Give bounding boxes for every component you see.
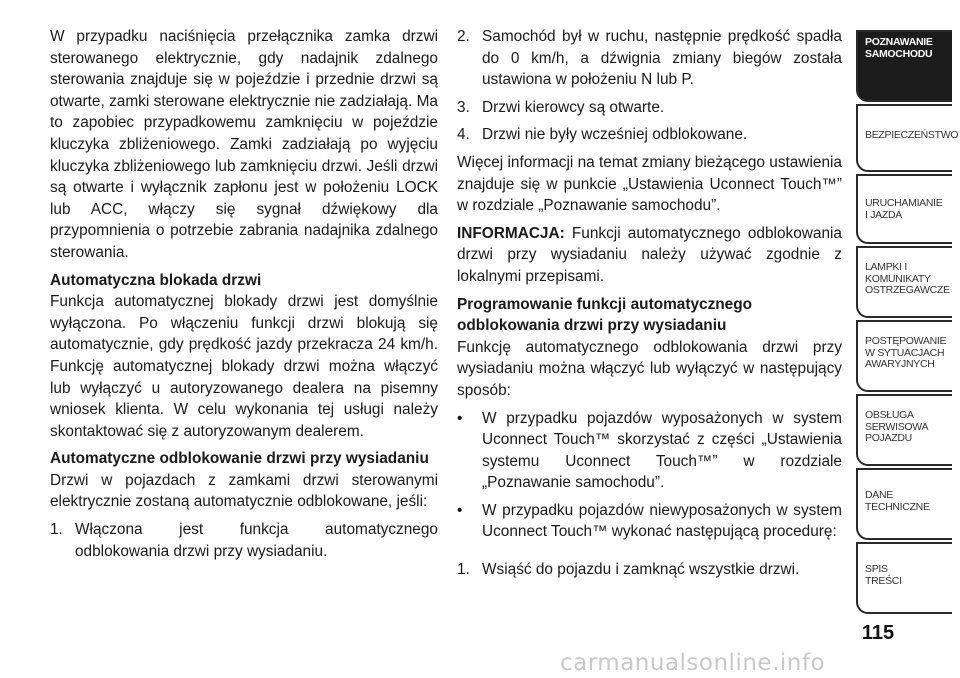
right-column <box>457 26 842 587</box>
tab-poznawanie-samochodu[interactable] <box>856 30 952 102</box>
tab-label: SPIS TREŚCI <box>865 563 902 587</box>
bullet-mark: • <box>457 409 463 427</box>
tab-postepowanie-awaryjne[interactable] <box>856 320 952 392</box>
bullet-mark: • <box>457 501 463 519</box>
tab-label: POSTĘPOWANIE W SYTUACJACH AWARYJNYCH <box>865 335 947 371</box>
list-item <box>457 97 842 119</box>
tab-dane-techniczne[interactable] <box>856 468 952 540</box>
list-number: 2. <box>457 28 470 45</box>
list-number: 1. <box>50 521 63 539</box>
tab-uruchamianie-i-jazda[interactable] <box>856 174 952 244</box>
list-text: Drzwi kierowcy są otwarte. <box>482 98 665 116</box>
tab-label: BEZPIECZEŃSTWO <box>865 129 959 141</box>
section-heading: Programowanie funkcji automatycznego odblokowania drzwi przy wysiadaniu <box>457 295 753 335</box>
chapter-sidebar <box>856 0 960 678</box>
tab-spis-tresci[interactable] <box>856 542 952 614</box>
left-column <box>50 26 438 568</box>
tab-label: URUCHAMIANIE I JAZDA <box>865 197 943 221</box>
paragraph: W przypadku naciśnięcia przełącznika zamka drzwi sterowanego elektrycznie, gdy nadajnik zdalnego sterowania znajduje się w pojeździe i przednie drzwi są otwarte, zamki sterowane elektrycznie nie zadziałają. Ma to zapobiec przypadkowemu zamknięciu w pojeździe kluczyka zbliżeniowego. Zamki zadziałają po wyjęciu kluczyka zbliżeniowego lub zamknięciu drzwi. Jeśli drzwi są otwarte i wyłącznik zapłonu jest w położeniu LOCK lub ACC, włączy się sygnał dźwiękowy dla przypomnienia o potrzebie zabrania nadajnika zdalnego sterowania. <box>50 28 438 261</box>
section-heading: Automatyczna blokada drzwi <box>50 271 262 289</box>
list-item <box>457 559 842 581</box>
tab-label: LAMPKI I KOMUNIKATY OSTRZEGAWCZE <box>865 261 950 297</box>
bullet-item <box>457 500 842 543</box>
paragraph: Funkcję automatycznego odblokowania drzwi przy wysiadaniu można włączyć lub wyłączyć w następujący sposób: <box>457 338 842 399</box>
section-heading: Automatyczne odblokowanie drzwi przy wysiadaniu <box>50 450 429 468</box>
bullet-item <box>457 408 842 494</box>
list-number: 4. <box>457 126 470 144</box>
tab-label: OBSŁUGA SERWISOWA POJAZDU <box>865 409 929 445</box>
info-note <box>457 223 842 288</box>
paragraph: Drzwi w pojazdach z zamkami drzwi sterowanymi elektrycznie zostaną automatycznie odblokowane, jeśli: <box>50 471 438 511</box>
list-item <box>457 26 842 91</box>
tab-label: DANE TECHNICZNE <box>865 489 930 513</box>
paragraph: Funkcja automatycznej blokady drzwi jest domyślnie wyłączona. Po włączeniu funkcji drzwi blokują się automatycznie, gdy prędkość jazdy przekracza 24 km/h. Funkcję automatycznej blokady drzwi można włączyć lub wyłączyć u autoryzowanego dealera na pisemny wniosek klienta. W celu wykonania tej usługi należy skontaktować się z autoryzowanym dealerem. <box>50 293 438 440</box>
list-text: Drzwi nie były wcześniej odblokowane. <box>482 126 748 144</box>
list-item <box>457 124 842 146</box>
watermark: carmanualsonline.info <box>560 650 826 676</box>
paragraph: Więcej informacji na temat zmiany bieżącego ustawienia znajduje się w punkcie „Ustawienia Uconnect Touch™” w rozdziale „Poznawanie samochodu”. <box>457 153 842 215</box>
tab-lampki-i-komunikaty[interactable] <box>856 246 952 318</box>
tab-label: POZNAWANIE SAMOCHODU <box>865 36 933 60</box>
list-item <box>50 519 438 562</box>
info-label: INFORMACJA: <box>457 224 565 242</box>
bullet-text: W przypadku pojazdów wyposażonych w system Uconnect Touch™ skorzystać z części „Ustawienia systemu Uconnect Touch™” w rozdziale „Poznawanie samochodu”. <box>482 409 842 492</box>
tab-obsluga-serwisowa[interactable] <box>856 394 952 466</box>
info-text: Funkcji automatycznego odblokowania drzwi przy wysiadaniu należy używać zgodnie z lokalnymi przepisami. <box>457 224 842 285</box>
list-number: 1. <box>457 561 470 579</box>
list-text: Wsiąść do pojazdu i zamknąć wszystkie drzwi. <box>482 561 800 579</box>
page-number: 115 <box>861 622 895 644</box>
list-text: Włączona jest funkcja automatycznego odblokowania drzwi przy wysiadaniu. <box>75 521 438 560</box>
tab-bezpieczenstwo[interactable] <box>856 104 959 172</box>
bullet-text: W przypadku pojazdów niewyposażonych w system Uconnect Touch™ wykonać następującą procedurę: <box>482 501 842 541</box>
list-text: Samochód był w ruchu, następnie prędkość spadła do 0 km/h, a dźwignia zmiany biegów została ustawiona w położeniu N lub P. <box>482 28 842 89</box>
list-number: 3. <box>457 98 470 116</box>
